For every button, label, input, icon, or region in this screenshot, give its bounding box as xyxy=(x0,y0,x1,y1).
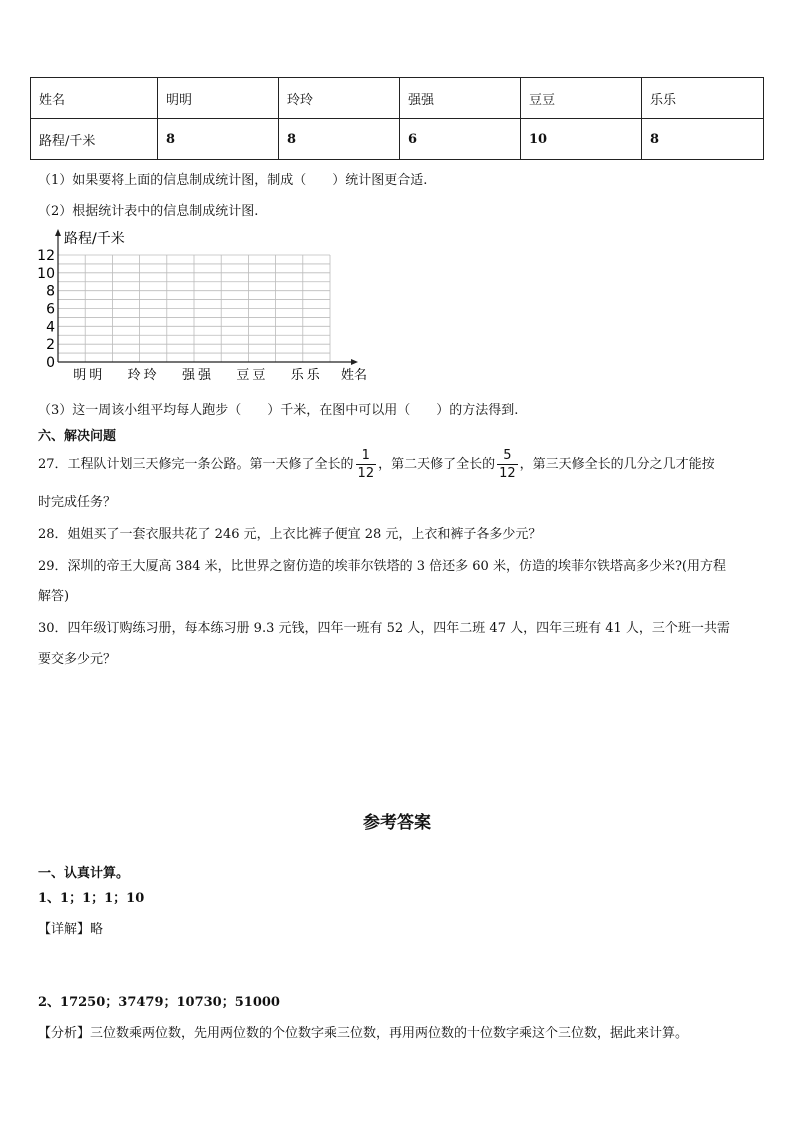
x-tick-label: 明明 xyxy=(73,368,106,383)
table-cell: 8 xyxy=(642,119,764,160)
fraction-denominator: 12 xyxy=(499,466,516,481)
question-2: （2）根据统计表中的信息制成统计图. xyxy=(38,204,259,219)
table-row xyxy=(31,119,764,160)
problem-28: 28．姐姐买了一套衣服共花了 246 元，上衣比裤子便宜 28 元，上衣和裤子各多少元？ xyxy=(38,527,542,542)
y-tick-label: 8 xyxy=(46,283,55,300)
x-tick-label: 豆豆 xyxy=(236,368,269,383)
fraction-numerator: 1 xyxy=(356,448,377,465)
fraction-5-12 xyxy=(497,448,518,481)
x-tick-label: 乐乐 xyxy=(290,368,323,383)
fraction-numerator: 5 xyxy=(497,448,518,465)
problem-27-text: ，第三天修全长的几分之几才能按 xyxy=(519,457,715,472)
distance-table xyxy=(30,77,764,160)
y-tick-label: 4 xyxy=(46,319,55,336)
problem-27-line2: 时完成任务？ xyxy=(38,495,117,510)
blank-bar-chart xyxy=(0,222,400,387)
answers-title: 参考答案 xyxy=(363,813,431,833)
y-tick-label: 12 xyxy=(37,248,55,264)
x-axis-label: 姓名 xyxy=(341,368,368,383)
x-axis-arrow xyxy=(351,359,358,365)
fraction-denominator: 12 xyxy=(357,466,375,481)
problem-27-text: ，第二天修了全长的 xyxy=(378,457,496,472)
table-cell: 姓名 xyxy=(31,78,158,119)
y-axis-arrow xyxy=(55,229,61,236)
fraction-1-12 xyxy=(356,448,377,481)
problem-27 xyxy=(38,448,715,481)
table-cell: 8 xyxy=(158,119,279,160)
table-cell: 路程/千米 xyxy=(31,119,158,160)
table-cell: 8 xyxy=(279,119,400,160)
problem-29-line2: 解答) xyxy=(38,589,70,604)
table-header-row xyxy=(31,78,764,119)
answer-1: 1、1；1；1；10 xyxy=(38,891,145,906)
section-heading: 六、解决问题 xyxy=(38,429,117,444)
table-cell: 强强 xyxy=(400,78,521,119)
table-cell: 明明 xyxy=(158,78,279,119)
x-tick-labels xyxy=(73,368,323,383)
chart-grid xyxy=(58,255,330,362)
y-tick-label: 10 xyxy=(37,265,55,282)
y-tick-label: 0 xyxy=(46,355,55,371)
y-tick-labels xyxy=(37,248,55,371)
chart-axes xyxy=(55,229,358,365)
table-cell: 豆豆 xyxy=(521,78,642,119)
table-cell: 10 xyxy=(521,119,642,160)
problem-27-text: 27．工程队计划三天修完一条公路。第一天修了全长的 xyxy=(38,457,354,472)
question-3: （3）这一周该小组平均每人跑步（ ）千米，在图中可以用（ ）的方法得到. xyxy=(38,403,519,418)
x-tick-label: 玲玲 xyxy=(127,368,160,383)
problem-30: 30．四年级订购练习册，每本练习册 9.3 元钱，四年一班有 52 人，四年二班 47 人，四年三班有 41 人，三个班一共需 xyxy=(38,621,730,636)
problem-30-line2: 要交多少元？ xyxy=(38,652,117,667)
answer-2-analysis: 【分析】三位数乘两位数，先用两位数的个位数字乘三位数，再用两位数的十位数字乘这个三位数，据此来计算。 xyxy=(38,1026,689,1041)
question-1: （1）如果要将上面的信息制成统计图，制成（ ）统计图更合适. xyxy=(38,173,428,188)
answer-1-detail: 【详解】略 xyxy=(38,922,104,937)
x-tick-label: 强强 xyxy=(181,368,215,383)
y-tick-label: 2 xyxy=(46,337,55,354)
table-cell: 乐乐 xyxy=(642,78,764,119)
answer-2: 2、17250；37479；10730；51000 xyxy=(38,995,280,1010)
table-cell: 玲玲 xyxy=(279,78,400,119)
y-tick-label: 6 xyxy=(46,301,55,318)
y-axis-label: 路程/千米 xyxy=(64,231,125,247)
table-cell: 6 xyxy=(400,119,521,160)
answers-section-heading: 一、认真计算。 xyxy=(38,866,130,881)
problem-29: 29．深圳的帝王大厦高 384 米，比世界之窗仿造的埃菲尔铁塔的 3 倍还多 60 米，仿造的埃菲尔铁塔高多少米?(用方程 xyxy=(38,559,727,574)
